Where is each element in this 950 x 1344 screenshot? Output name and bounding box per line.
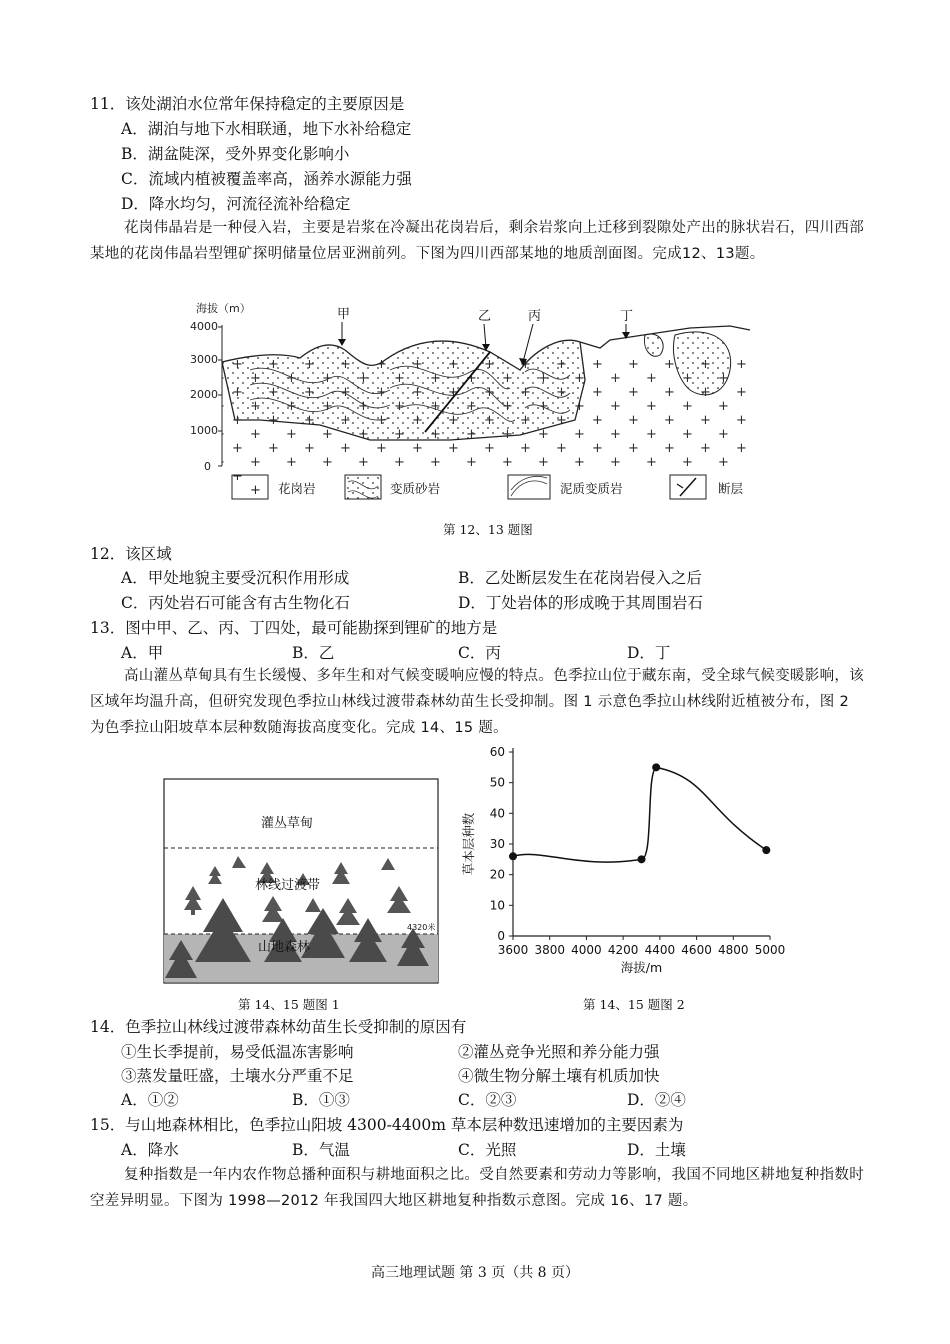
y-tick-label: 30 <box>489 837 505 851</box>
geologic-profile-figure <box>190 300 770 510</box>
y-tick-label: 20 <box>489 867 505 882</box>
fig1-caption: 第 14、15 题图 1 <box>238 997 340 1012</box>
x-tick-label: 5000 <box>754 943 786 957</box>
y-tick-label: 0 <box>497 929 505 943</box>
passage-multiple-cropping: 复种指数是一年内农作物总播种面积与耕地面积之比。受自然要素和劳动力等影响，我国不同地区耕地复种指数时空差异明显。下图为 1998—2012 年我国四大地区耕地复种指数示意图。完成 16、17 题。 <box>90 1167 864 1209</box>
q14-item-1: ①生长季提前，易受低温冻害影响 <box>121 1043 354 1061</box>
profile-caption: 第 12、13 题图 <box>443 522 533 537</box>
x-tick-label: 3600 <box>497 943 529 957</box>
q13-option-c: C．丙 <box>458 644 501 662</box>
marker-yi: 乙 <box>478 309 492 324</box>
q11-stem: 11．该处湖泊水位常年保持稳定的主要原因是 <box>90 95 405 113</box>
q15-option-b: B．气温 <box>292 1141 350 1159</box>
profile-ylabel: 海拔（m） <box>196 302 251 315</box>
q11-option-a: A．湖泊与地下水相联通，地下水补给稳定 <box>121 120 412 138</box>
x-axis-label: 海拔/m <box>620 960 663 975</box>
profile-ytick: 0 <box>204 460 211 473</box>
passage-sejila: 高山灌丛草甸具有生长缓慢、多年生和对气候变暖响应慢的特点。色季拉山位于藏东南，受全球气候变暖影响，该区域年均温升高，但研究发现色季拉山林线过渡带森林幼苗生长受抑制。图 1 示意色季拉山林线附近植被分布，图 2 为色季拉山阳坡草本层种数随海拔高度变化。完成 14、15 题。 <box>90 668 864 736</box>
q13-option-b: B．乙 <box>292 644 335 662</box>
q11-option-c: C．流域内植被覆盖率高，涵养水源能力强 <box>121 170 412 188</box>
profile-ytick: 4000 <box>190 320 218 333</box>
x-tick-label: 4600 <box>681 943 712 957</box>
q15-option-a: A．降水 <box>121 1141 179 1159</box>
q13-option-d: D．丁 <box>627 644 671 662</box>
marker-bing: 丙 <box>528 309 542 324</box>
q14-option-b: B．①③ <box>292 1091 350 1109</box>
data-point <box>652 763 660 771</box>
y-tick-label: 10 <box>489 898 505 913</box>
legend-sandstone-label: 变质砂岩 <box>390 481 441 496</box>
y-tick-label: 40 <box>489 806 505 821</box>
x-tick-label: 3800 <box>534 943 565 957</box>
marker-ding: 丁 <box>620 309 634 324</box>
x-tick-label: 4000 <box>571 943 602 957</box>
q12-option-d: D．丁处岩体的形成晚于其周围岩石 <box>458 594 703 612</box>
legend-mudstone-label: 泥质变质岩 <box>560 481 623 496</box>
profile-ytick: 3000 <box>190 353 218 366</box>
q13-option-a: A．甲 <box>121 644 164 662</box>
q14-item-2: ②灌丛竞争光照和养分能力强 <box>458 1043 660 1061</box>
zone-treeline-label: 林线过渡带 <box>255 878 321 893</box>
y-tick-label: 50 <box>489 775 505 790</box>
x-tick-label: 4400 <box>644 943 676 957</box>
q14-option-d: D．②④ <box>627 1091 686 1109</box>
q11-option-b: B．湖盆陡深，受外界变化影响小 <box>121 145 350 163</box>
q14-option-a: A．①② <box>121 1091 179 1109</box>
legend-granite-label: 花岗岩 <box>278 481 316 496</box>
q14-option-c: C．②③ <box>458 1091 517 1109</box>
zone-meadow-label: 灌丛草甸 <box>261 816 314 831</box>
q14-item-4: ④微生物分解土壤有机质加快 <box>458 1067 660 1085</box>
profile-ytick: 2000 <box>190 388 218 401</box>
legend-mudstone-swatch <box>508 475 550 499</box>
q11-option-d: D．降水均匀，河流径流补给稳定 <box>121 195 351 213</box>
q14-item-3: ③蒸发量旺盛，土壤水分严重不足 <box>121 1067 354 1085</box>
fig2-caption: 第 14、15 题图 2 <box>583 997 685 1012</box>
q15-option-c: C．光照 <box>458 1141 517 1159</box>
legend-sandstone-swatch <box>345 475 381 499</box>
q15-stem: 15．与山地森林相比，色季拉山阳坡 4300-4400m 草本层种数迅速增加的主要因素为 <box>90 1116 684 1134</box>
data-point <box>762 846 770 854</box>
q13-stem: 13．图中甲、乙、丙、丁四处，最可能勘探到锂矿的地方是 <box>90 619 498 637</box>
herb-species-chart <box>445 740 790 990</box>
q14-stem: 14．色季拉山林线过渡带森林幼苗生长受抑制的原因有 <box>90 1018 467 1036</box>
passage-pegmatite: 花岗伟晶岩是一种侵入岩，主要是岩浆在冷凝出花岗岩后，剩余岩浆向上迁移到裂隙处产出的脉状岩石，四川西部某地的花岗伟晶岩型锂矿探明储量位居亚洲前列。下图为四川西部某地的地质剖面图。完成12、13题。 <box>90 220 864 262</box>
legend-fault-label: 断层 <box>718 481 744 496</box>
q12-option-a: A．甲处地貌主要受沉积作用形成 <box>121 569 350 587</box>
y-tick-label: 60 <box>489 745 505 759</box>
zone-forest-label: 山地森林 <box>258 940 311 955</box>
q15-option-d: D．土壤 <box>627 1141 686 1159</box>
elevation-4320-label: 4320米 <box>407 923 436 932</box>
x-tick-label: 4200 <box>607 943 639 957</box>
q12-stem: 12．该区域 <box>90 545 172 563</box>
page-footer: 高三地理试题 第 3 页（共 8 页） <box>370 1265 580 1281</box>
y-axis-label: 草本层种数 <box>461 812 476 876</box>
data-point <box>638 855 646 863</box>
data-point <box>509 852 517 860</box>
profile-ytick: 1000 <box>190 424 218 437</box>
q12-option-c: C．丙处岩石可能含有古生物化石 <box>121 594 350 612</box>
series-line <box>513 767 766 862</box>
vegetation-zone-figure <box>163 778 439 984</box>
legend-granite-swatch <box>232 475 268 499</box>
marker-jia: 甲 <box>337 307 351 322</box>
q12-option-b: B．乙处断层发生在花岗岩侵入之后 <box>458 569 702 587</box>
x-tick-label: 4800 <box>718 943 749 957</box>
